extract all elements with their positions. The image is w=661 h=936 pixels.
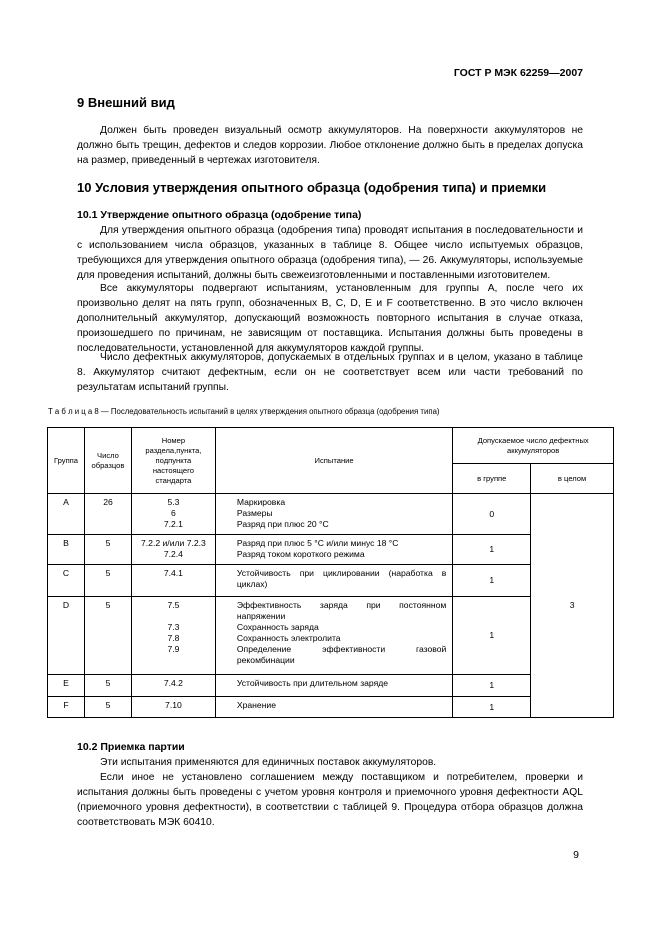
row-samples: 26 [84,494,131,535]
row-samples: 5 [84,565,131,597]
row-samples: 5 [84,597,131,675]
row-test: Разряд при плюс 5 °С и/или минус 18 °С Разряд током короткого режима [215,535,452,565]
row-in-group: 1 [453,597,531,675]
standard-designation: ГОСТ Р МЭК 62259—2007 [453,67,583,79]
row-samples: 5 [84,675,131,697]
row-in-group: 1 [453,535,531,565]
row-clause: 7.4.2 [131,675,215,697]
subsection-10-2-heading: 10.2 Приемка партии [77,741,185,753]
table-row [48,597,614,675]
row-group: B [48,535,85,565]
row-group: D [48,597,85,675]
row-clause: 7.4.1 [131,565,215,597]
subsection-10-1-paragraph-3: Число дефектных аккумуляторов, допускаемых в отдельных группах и в целом, указано в таблице 8. Аккумулятор считают дефектным, если он не соответствует всем или части требований по результатам испытаний группы. [77,352,583,393]
subsection-10-2-paragraph-2: Если иное не установлено соглашением между поставщиком и потребителем, проверки и испытания должны быть проведены с учетом уровня контроля и приемочного уровня дефектности AQL (приемочного уровня дефектности), в соответствии с таблицей 9. Процедура отбора образцов должна соответствовать МЭК 60410. [77,772,583,828]
subsection-10-1-paragraph-2: Все аккумуляторы подвергают испытаниям, установленным для группы А, после чего их произвольно делят на пять групп, обозначенных В, С, D, Е и F соответственно. В это число включен дополнительный аккумулятор, допускающий возможность повторного испытания в случае отказа, произошедшего по причинам, не зависящим от поставщика. Испытания должны быть проведены в последовательности, установленной для аккумуляторов каждой группы. [77,283,583,354]
row-group: E [48,675,85,697]
row-group: A [48,494,85,535]
row-in-group: 1 [453,565,531,597]
subsection-10-1-heading: 10.1 Утверждение опытного образца (одобрение типа) [77,209,362,221]
row-in-group: 1 [453,697,531,718]
table-row [48,565,614,597]
row-test: Устойчивость при длительном заряде [215,675,452,697]
table-8 [47,427,614,718]
header-total: в целом [531,464,614,494]
section-9-heading: 9 Внешний вид [77,95,175,110]
row-test: Хранение [215,697,452,718]
table-row [48,535,614,565]
table-row [48,675,614,697]
section-10-heading: 10 Условия утверждения опытного образца (одобрения типа) и приемки [77,180,547,195]
header-allowed-defects: Допускаемое число дефектных аккумуляторов [453,428,614,464]
row-clause: 7.5 7.3 7.8 7.9 [131,597,215,675]
row-clause: 5.3 6 7.2.1 [131,494,215,535]
header-in-group: в группе [453,464,531,494]
table-row [48,697,614,718]
table-8-caption: Т а б л и ц а 8 — Последовательность испытаний в целях утверждения опытного образца (одобрения типа) [48,407,440,416]
row-samples: 5 [84,697,131,718]
row-group: C [48,565,85,597]
page-number: 9 [573,849,579,861]
subsection-10-1-paragraph-1: Для утверждения опытного образца (одобрения типа) проводят испытания в последовательности и с использованием числа образцов, указанных в таблице 8. Общее число испытуемых образцов, требующихся для утверждения опытного образца (одобрения типа), — 26. Аккумуляторы, используемые для проведения испытаний, должны быть свежеизготовленными и поставленными изготовителем. [77,225,583,281]
header-clause: Номер раздела,пункта, подпункта настоящего стандарта [131,428,215,494]
header-group: Группа [48,428,85,494]
total-allowed: 3 [531,494,614,718]
row-test: Маркировка Размеры Разряд при плюс 20 °С [215,494,452,535]
row-clause: 7.10 [131,697,215,718]
row-group: F [48,697,85,718]
row-clause: 7.2.2 и/или 7.2.3 7.2.4 [131,535,215,565]
subsection-10-2-paragraph-1: Эти испытания применяются для единичных поставок аккумуляторов. [100,757,437,768]
row-in-group: 1 [453,675,531,697]
header-test: Испытание [215,428,452,494]
row-in-group: 0 [453,494,531,535]
row-test: Эффективность заряда при постоянном напряжении Сохранность заряда Сохранность электролита Определение эффективности газовой рекомбинации [215,597,452,675]
row-test: Устойчивость при циклировании (наработка в циклах) [215,565,452,597]
section-9-paragraph: Должен быть проведен визуальный осмотр аккумуляторов. На поверхности аккумуляторов не должно быть трещин, дефектов и следов коррозии. Любое отклонение должно быть в пределах допуска на размер, приведенный в чертежах изготовителя. [77,125,583,166]
row-samples: 5 [84,535,131,565]
table-row [48,494,614,535]
header-samples: Число образцов [84,428,131,494]
